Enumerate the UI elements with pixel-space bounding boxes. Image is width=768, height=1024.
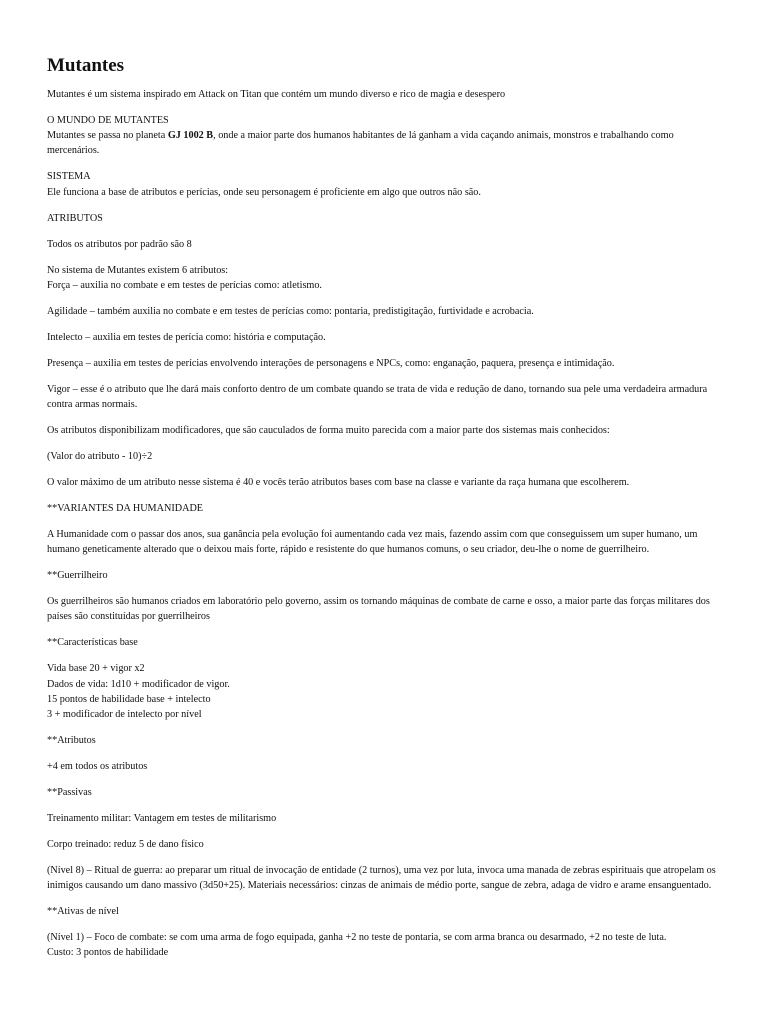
atributos-list-intro: No sistema de Mutantes existem 6 atributos: [47, 264, 229, 276]
passivas-heading: **Passivas [47, 787, 92, 799]
ativas-heading: **Ativas de nível [47, 906, 119, 918]
document-page [47, 54, 727, 971]
atributo-forca: Força – auxilia no combate e em testes de perícias como: atletismo. [47, 279, 322, 291]
page-title: Mutantes [47, 55, 125, 76]
mundo-heading: O MUNDO DE MUTANTES [47, 115, 169, 126]
caracteristicas-heading: **Características base [47, 637, 138, 649]
intro-paragraph: Mutantes é um sistema inspirado em Attack on Titan que contém um mundo diverso e rico de magia e desespero [47, 89, 506, 100]
modificador-formula: (Valor do atributo - 10)÷2 [47, 451, 153, 463]
mundo-text-after: , onde a maior parte dos humanos habitantes de lá ganham a vida caçando animais, monstros e trabalhando como mercenários. [47, 130, 674, 157]
caracteristica-item: Vida base 20 + vigor x2 [47, 663, 145, 675]
atributos-list [47, 263, 727, 293]
foco-text: (Nível 1) – Foco de combate: se com uma arma de fogo equipada, ganha +2 no teste de pontaria, se com arma branca ou desarmado, +2 no teste de luta. [47, 932, 667, 944]
foco-de-combate [47, 930, 727, 960]
planet-name: GJ 1002 B [167, 130, 214, 142]
variantes-paragraph: A Humanidade com o passar dos anos, sua ganância pela evolução foi aumentando cada vez mais, fazendo assim com que conseguissem um super humano, um humano geneticamente alterado que o deixou mais forte, rápido e resistente do que humanos comuns, o seu criador, deu-lhe o nome de guerrilheiro. [47, 529, 698, 556]
caracteristica-item: Dados de vida: 1d10 + modificador de vigor. [47, 678, 230, 690]
caracteristica-item: 15 pontos de habilidade base + intelecto [47, 693, 211, 705]
atributos-default: Todos os atributos por padrão são 8 [47, 238, 192, 250]
sistema-text: Ele funciona a base de atributos e perícias, onde seu personagem é proficiente em algo que outros não são. [47, 186, 481, 198]
atributos-heading: ATRIBUTOS [47, 212, 103, 224]
mundo-section [47, 113, 727, 159]
atributo-vigor: Vigor – esse é o atributo que lhe dará mais conforto dentro de um combate quando se trata de vida e redução de dano, tornando sua pele uma verdadeira armadura contra armas normais. [47, 383, 708, 411]
sistema-heading: SISTEMA [47, 171, 91, 183]
sistema-section [47, 169, 727, 199]
mundo-text-before: Mutantes se passa no planeta [47, 130, 168, 142]
variantes-heading: **VARIANTES DA HUMANIDADE [47, 503, 204, 515]
caracteristica-item: 3 + modificador de intelecto por nível [47, 709, 202, 721]
guerrilheiro-atributos-text: +4 em todos os atributos [47, 761, 148, 773]
passiva-treinamento-militar: Treinamento militar: Vantagem em testes de militarismo [47, 813, 277, 825]
ritual-de-guerra: (Nível 8) – Ritual de guerra: ao preparar um ritual de invocação de entidade (2 turnos), uma vez por luta, invoca uma manada de zebras espirituais que atropelam os inimigos causando um dano massivo (3d50+25). Materiais necessários: cinzas de animais de médio porte, sangue de zebra, adaga de vidro e arame ensanguentado. [47, 865, 716, 892]
passiva-corpo-treinado: Corpo treinado: reduz 5 de dano físico [47, 839, 204, 851]
atributo-presenca: Presença – auxilia em testes de perícias envolvendo interações de personagens e NPCs, como: enganação, paquera, presença e intimidação. [47, 357, 615, 369]
atributo-agilidade: Agilidade – também auxilia no combate e em testes de perícias como: pontaria, predistigitação, furtividade e acrobacia. [47, 305, 534, 317]
modificadores-paragraph: Os atributos disponibilizam modificadores, que são cauculados de forma muito parecida com a maior parte dos sistemas mais conhecidos: [47, 425, 610, 437]
guerrilheiro-paragraph: Os guerrilheiros são humanos criados em laboratório pelo governo, assim os tornando máquinas de combate de carne e osso, a maior parte das forças militares dos países são constituídas por guerrilheiros [47, 596, 710, 623]
valor-maximo-paragraph: O valor máximo de um atributo nesse sistema é 40 e vocês terão atributos bases com base na classe e variante da raça humana que escolherem. [47, 477, 630, 489]
foco-custo: Custo: 3 pontos de habilidade [47, 947, 169, 959]
guerrilheiro-atributos-heading: **Atributos [47, 735, 96, 747]
caracteristicas-list [47, 661, 727, 722]
guerrilheiro-heading: **Guerrilheiro [47, 570, 108, 582]
atributo-intelecto: Intelecto – auxilia em testes de perícia como: história e computação. [47, 331, 326, 343]
